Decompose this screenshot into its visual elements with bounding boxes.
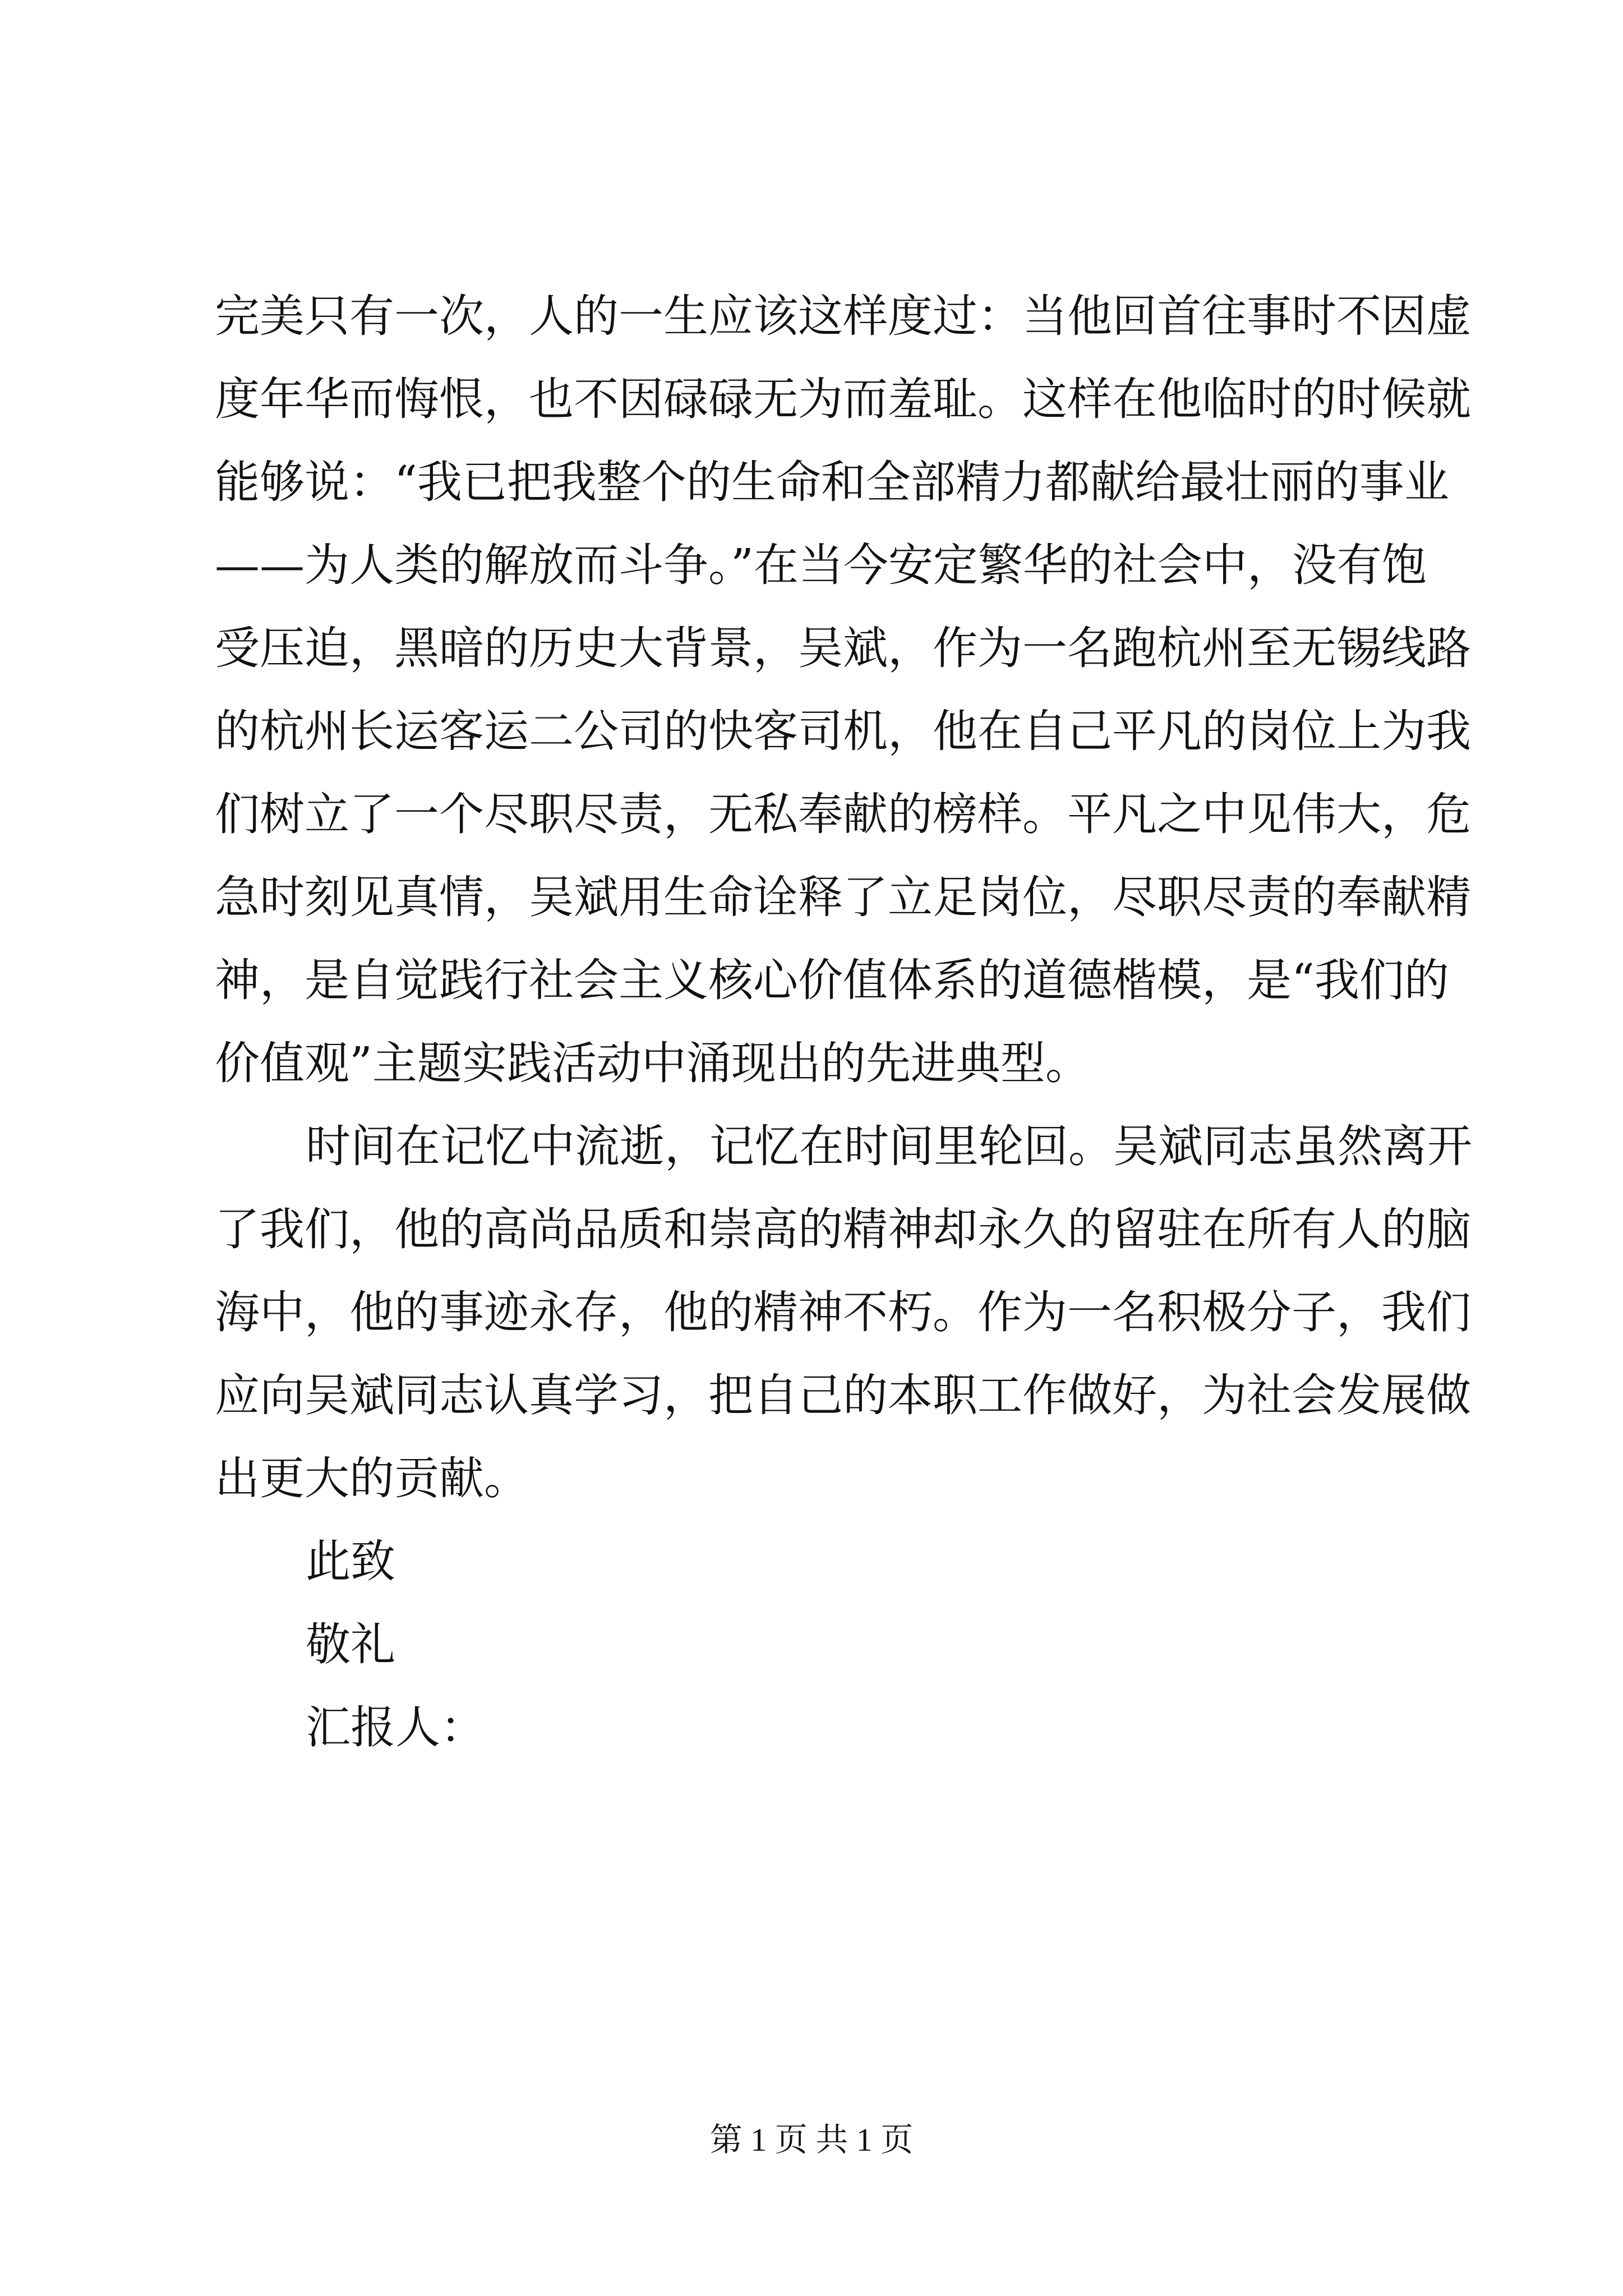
paragraph-line: 完美只有一次，人的一生应该这样度过：当他回首往事时不因虚 bbox=[215, 290, 1471, 342]
paragraph-line: 度年华而悔恨，也不因碌碌无为而羞耻。这样在他临时的时候就 bbox=[215, 373, 1471, 425]
paragraph-line: 们树立了一个尽职尽责，无私奉献的榜样。平凡之中见伟大，危 bbox=[215, 788, 1471, 840]
paragraph-line: 的杭州长运客运二公司的快客司机，他在自己平凡的岗位上为我 bbox=[215, 705, 1471, 757]
paragraph-line: 神，是自觉践行社会主义核心价值体系的道德楷模，是“我们的 bbox=[215, 954, 1449, 1006]
page-footer: 第 1 页 共 1 页 bbox=[709, 2122, 914, 2158]
paragraph-line: 急时刻见真情，吴斌用生命诠释了立足岗位，尽职尽责的奉献精 bbox=[215, 871, 1471, 923]
paragraph-line: 了我们，他的高尚品质和崇高的精神却永久的留驻在所有人的脑 bbox=[215, 1203, 1471, 1255]
paragraph-line: 出更大的贡献。 bbox=[215, 1452, 529, 1504]
closing-salutation: 此致 bbox=[306, 1535, 395, 1588]
paragraph-line: ——为人类的解放而斗争。”在当今安定繁华的社会中，没有饱 bbox=[215, 539, 1427, 591]
paragraph-line: 能够说：“我已把我整个的生命和全部精力都献给最壮丽的事业 bbox=[215, 456, 1449, 508]
closing-regards: 敬礼 bbox=[306, 1618, 395, 1671]
paragraph-line: 价值观”主题实践活动中涌现出的先进典型。 bbox=[215, 1037, 1090, 1089]
paragraph-line: 时间在记忆中流逝，记忆在时间里轮回。吴斌同志虽然离开 bbox=[306, 1120, 1472, 1172]
paragraph-line: 海中，他的事迹永存，他的精神不朽。作为一名积极分子，我们 bbox=[215, 1286, 1471, 1338]
reporter-label: 汇报人： bbox=[306, 1701, 485, 1754]
paragraph-line: 应向吴斌同志认真学习，把自己的本职工作做好，为社会发展做 bbox=[215, 1369, 1471, 1421]
paragraph-line: 受压迫，黑暗的历史大背景，吴斌，作为一名跑杭州至无锡线路 bbox=[215, 622, 1471, 674]
